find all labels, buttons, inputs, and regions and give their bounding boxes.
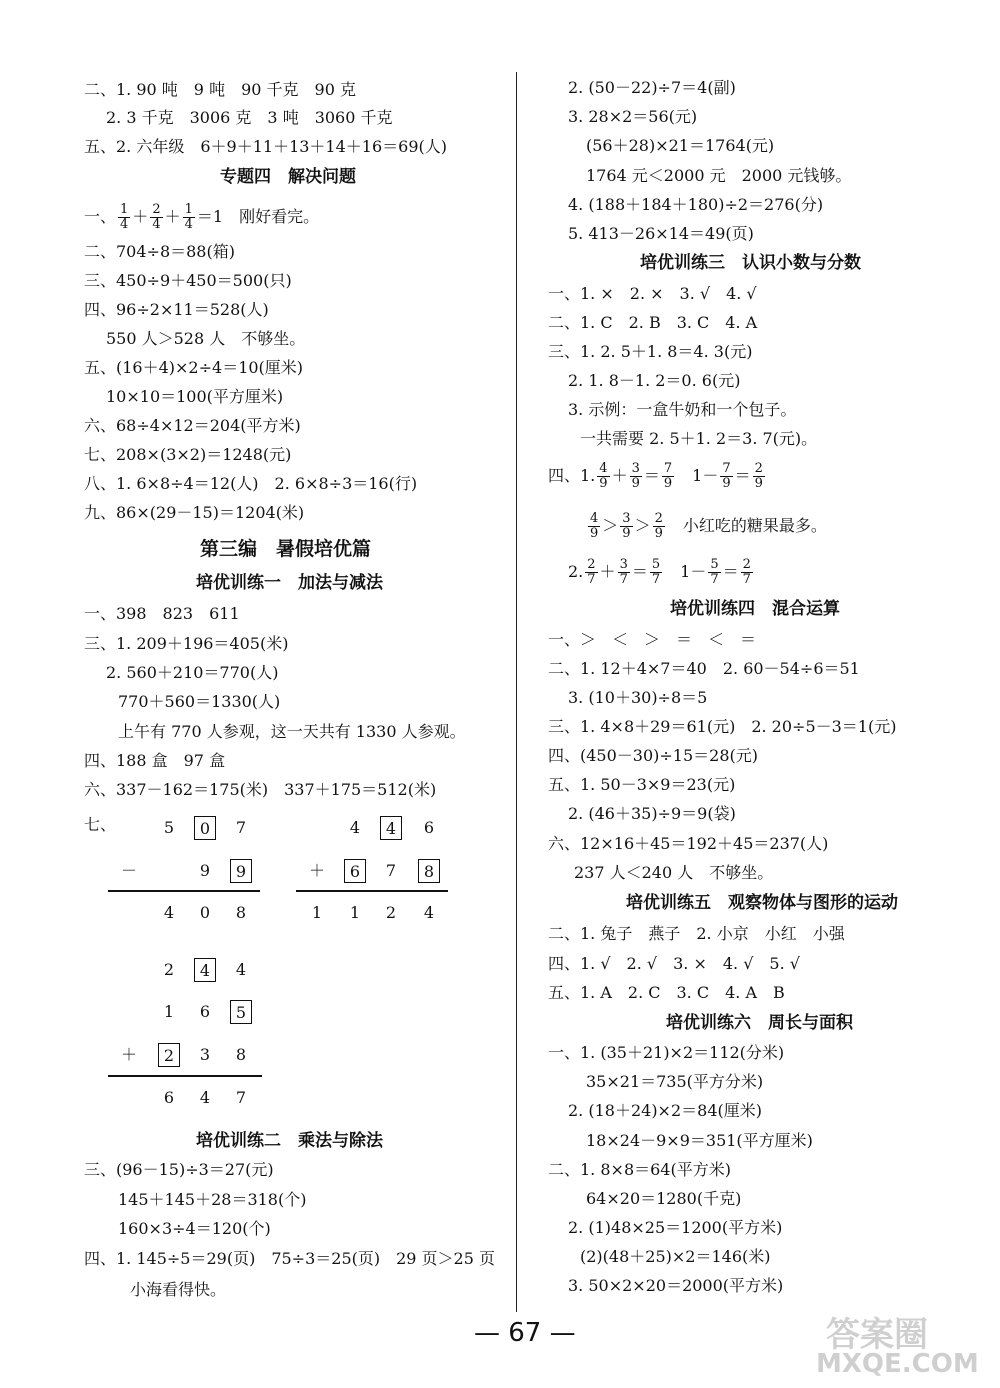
answer-line-fractions: 2. $\frac{2}{7}$ ＋ $\frac{3}{7}$ ＝ $\frac{5}{7}$ 1－ $\frac{5}{7}$ ＝ $\frac{2}{7}$ (568, 557, 751, 587)
answer-line: 六、68÷4×12＝204(平方米) (84, 416, 301, 435)
watermark-url: MXQE.COM (816, 1349, 979, 1379)
answer-line: 2. 560＋210＝770(人) (106, 663, 279, 682)
answer-line: 3. (10＋30)÷8＝5 (568, 688, 708, 707)
answer-line: 一、1. × 2. × 3. √ 4. √ (548, 284, 757, 303)
answer-line: 2. (1)48×25＝1200(平方米) (568, 1218, 783, 1237)
answer-line: 2. 3 千克 3006 克 3 吨 3060 千克 (106, 108, 393, 127)
answer-line: (56＋28)×21＝1764(元) (586, 136, 775, 155)
answer-line: 2. (50－22)÷7＝4(副) (568, 78, 736, 97)
answer-line: 五、1. A 2. C 3. C 4. A B (548, 983, 785, 1002)
answer-text: 小红吃的糖果最多。 (682, 516, 827, 535)
fraction: $\frac{2}{4}$ (152, 202, 161, 232)
answer-line-fractions: $\frac{4}{9}$ ＞ $\frac{3}{9}$ ＞ $\frac{2}{9}$ 小红吃的糖果最多。 (590, 511, 827, 541)
answer-line: 一、1. (35＋21)×2＝112(分米) (548, 1043, 785, 1062)
answer-line: (2)(48＋25)×2＝146(米) (580, 1247, 771, 1266)
answer-line: 4. (188＋184＋180)÷2＝276(分) (568, 195, 824, 214)
fraction: $\frac{4}{9}$ (599, 461, 608, 491)
sum-line (108, 1075, 262, 1077)
section-title: 培优训练四 混合运算 (670, 599, 840, 619)
operator: ＋ (120, 1045, 137, 1064)
digit: 2 (385, 903, 397, 922)
answer-line: 五、(16＋4)×2÷4＝10(厘米) (84, 358, 304, 377)
answer-line: 2. (46＋35)÷9＝9(袋) (568, 804, 736, 823)
answer-text: ＝1 刚好看完。 (196, 207, 320, 226)
answer-line: 三、1. 4×8＋29＝61(元) 2. 20÷5－3＝1(元) (548, 717, 897, 736)
answer-line: 160×3÷4＝120(个) (118, 1219, 271, 1238)
fraction: $\frac{2}{7}$ (587, 557, 596, 587)
answer-line: 六、337－162＝175(米) 337＋175＝512(米) (84, 780, 437, 799)
answer-line: 一、398 823 611 (84, 604, 240, 623)
sum-line (108, 890, 260, 892)
answer-line: 一共需要 2. 5＋1. 2＝3. 7(元)。 (580, 429, 818, 448)
fraction: $\frac{2}{7}$ (742, 557, 751, 587)
answer-line: 四、96÷2×11＝528(人) (84, 300, 269, 319)
digit: 8 (235, 903, 247, 922)
answer-line: 18×24－9×9＝351(平方厘米) (586, 1131, 813, 1150)
answer-line: 2. (18＋24)×2＝84(厘米) (568, 1101, 762, 1120)
answer-line: 八、1. 6×8÷4＝12(人) 2. 6×8÷3＝16(行) (84, 474, 418, 493)
fraction: $\frac{7}{9}$ (663, 461, 673, 491)
answer-line: 四、1. 145÷5＝29(页) 75÷3＝25(页) 29 页＞25 页 (84, 1249, 496, 1268)
fraction: $\frac{1}{4}$ (120, 202, 129, 232)
digit: 7 (235, 818, 247, 837)
answer-line: 3. 50×2×20＝2000(平方米) (568, 1276, 784, 1295)
digit-box: 8 (418, 859, 440, 883)
answer-line: 一、＞ ＜ ＞ ＝ ＜ ＝ (548, 630, 757, 649)
question-number: 一、 (84, 207, 117, 226)
answer-line: 四、188 盒 97 盒 (84, 751, 226, 770)
page-number: — 67 — (474, 1318, 576, 1348)
digit-box: 9 (230, 859, 252, 883)
answer-line: 二、1. 12＋4×7＝40 2. 60－54÷6＝51 (548, 659, 860, 678)
operator: ＋ (308, 861, 325, 880)
question-number: 四、1. (548, 466, 596, 485)
answer-line: 三、(96－15)÷3＝27(元) (84, 1160, 274, 1179)
section-title: 培优训练五 观察物体与图形的运动 (626, 893, 898, 913)
digit: 6 (199, 1002, 211, 1021)
watermark-logo (812, 1305, 988, 1381)
answer-line: 二、1. 8×8＝64(平方米) (548, 1160, 731, 1179)
fraction: $\frac{2}{9}$ (654, 511, 663, 541)
fraction: $\frac{7}{9}$ (722, 461, 731, 491)
answer-line: 35×21＝735(平方分米) (586, 1072, 764, 1091)
digit-box: 4 (380, 816, 402, 840)
digit: 1 (349, 903, 361, 922)
answer-line: 三、1. 2. 5＋1. 8＝4. 3(元) (548, 342, 753, 361)
fraction: $\frac{5}{7}$ (710, 557, 719, 587)
answer-line-fractions: 四、1. $\frac{4}{9}$ ＋ $\frac{3}{9}$ ＝ $\frac{7}{9}$ 1－ $\frac{7}{9}$ ＝ $\frac{2}{9}$ (548, 461, 763, 491)
answer-line: 770＋560＝1330(人) (118, 692, 281, 711)
column-divider (516, 72, 517, 1312)
answer-line: 3. 28×2＝56(元) (568, 107, 698, 126)
answer-line: 550 人＞528 人 不够坐。 (106, 329, 306, 348)
digit: 4 (423, 903, 435, 922)
digit-box: 6 (344, 859, 366, 883)
digit: 2 (163, 960, 175, 979)
fraction: $\frac{4}{9}$ (590, 511, 599, 541)
answer-line: 237 人＜240 人 不够坐。 (574, 863, 774, 882)
digit: 8 (235, 1045, 247, 1064)
digit-box: 4 (194, 958, 216, 982)
answer-line: 四、1. √ 2. √ 3. × 4. √ 5. √ (548, 954, 800, 973)
answer-line: 四、(450－30)÷15＝28(元) (548, 746, 758, 765)
sum-line (296, 890, 448, 892)
section-title: 培优训练三 认识小数与分数 (640, 253, 861, 273)
digit: 4 (199, 1088, 211, 1107)
fraction: $\frac{2}{9}$ (754, 461, 763, 491)
answer-line: 五、2. 六年级 6＋9＋11＋13＋14＋16＝69(人) (84, 137, 447, 156)
section-title: 培优训练六 周长与面积 (666, 1013, 853, 1033)
answer-line: 3. 示例：一盒牛奶和一个包子。 (568, 400, 797, 419)
answer-line: 七、208×(3×2)＝1248(元) (84, 445, 292, 464)
answer-line: 上午有 770 人参观，这一天共有 1330 人参观。 (118, 722, 466, 741)
digit: 4 (163, 903, 175, 922)
answer-line: 六、12×16＋45＝192＋45＝237(人) (548, 834, 829, 853)
answer-line: 小海看得快。 (130, 1280, 227, 1299)
fraction: $\frac{5}{7}$ (651, 557, 661, 587)
digit: 6 (423, 818, 435, 837)
answer-line: 二、1. 兔子 燕子 2. 小京 小红 小强 (548, 924, 845, 943)
digit: 1 (311, 903, 323, 922)
digit: 6 (163, 1088, 175, 1107)
digit: 7 (235, 1088, 247, 1107)
digit: 1 (163, 1002, 175, 1021)
answer-line: 二、1. C 2. B 3. C 4. A (548, 313, 758, 332)
part-title: 第三编 暑假培优篇 (200, 538, 372, 560)
fraction: $\frac{3}{7}$ (619, 557, 628, 587)
digit: 4 (235, 960, 247, 979)
fraction: $\frac{1}{4}$ (184, 202, 193, 232)
answer-line: 5. 413－26×14＝49(页) (568, 224, 754, 243)
section-title: 专题四 解决问题 (220, 167, 356, 187)
section-title: 培优训练一 加法与减法 (196, 573, 383, 593)
answer-line-fractions: 一、 $\frac{1}{4}$ ＋ $\frac{2}{4}$ ＋ $\frac{1}{4}$ ＝1 刚好看完。 (84, 202, 320, 232)
digit: 7 (385, 861, 397, 880)
digit: 4 (349, 818, 361, 837)
answer-line: 二、1. 90 吨 9 吨 90 千克 90 克 (84, 80, 356, 99)
answer-line: 二、704÷8＝88(箱) (84, 242, 235, 261)
answer-line: 10×10＝100(平方厘米) (106, 387, 284, 406)
fraction: $\frac{3}{9}$ (631, 461, 640, 491)
fraction: $\frac{3}{9}$ (622, 511, 631, 541)
answer-line: 九、86×(29－15)＝1204(米) (84, 503, 305, 522)
operator: － (120, 861, 137, 880)
question-number: 七、 (84, 815, 117, 834)
question-number: 2. (568, 562, 584, 581)
digit: 5 (163, 818, 175, 837)
answer-line: 1764 元＜2000 元 2000 元钱够。 (586, 166, 852, 185)
answer-line: 145＋145＋28＝318(个) (118, 1190, 307, 1209)
digit-box: 0 (194, 816, 216, 840)
answer-line: 三、1. 209＋196＝405(米) (84, 634, 289, 653)
digit-box: 5 (230, 1000, 252, 1024)
digit: 9 (199, 861, 211, 880)
answer-line: 64×20＝1280(千克) (586, 1189, 742, 1208)
digit-box: 2 (158, 1043, 180, 1067)
digit: 0 (199, 903, 211, 922)
answer-line: 2. 1. 8－1. 2＝0. 6(元) (568, 371, 741, 390)
watermark-title: 答案圈 (826, 1315, 928, 1355)
answer-line: 五、1. 50－3×9＝23(元) (548, 775, 736, 794)
answer-line: 三、450÷9＋450＝500(只) (84, 271, 292, 290)
section-title: 培优训练二 乘法与除法 (196, 1131, 383, 1151)
digit: 3 (199, 1045, 211, 1064)
